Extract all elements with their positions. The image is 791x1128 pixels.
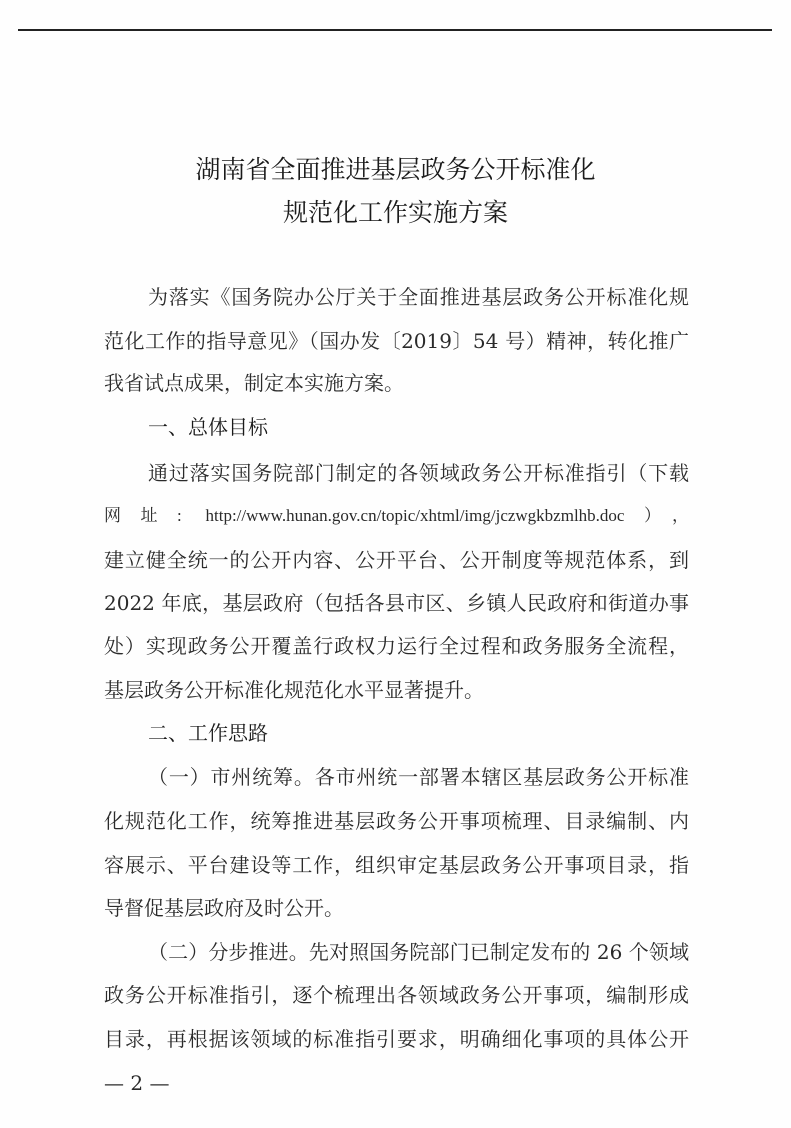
text-line: 范化工作的指导意见》（国办发〔2019〕54 号）精神，转化推广 xyxy=(104,329,689,353)
text-line: 目录，再根据该领域的标准指引要求，明确细化事项的具体公开 xyxy=(104,1027,689,1051)
page-number: — 2 — xyxy=(104,1071,170,1095)
text-line: 2022 年底，基层政府（包括各县市区、乡镇人民政府和街道办事 xyxy=(104,591,689,615)
document-title-line-2: 规范化工作实施方案 xyxy=(282,198,508,227)
text-line: 建立健全统一的公开内容、公开平台、公开制度等规范体系，到 xyxy=(104,548,689,572)
text-line: 我省试点成果，制定本实施方案。 xyxy=(104,371,404,395)
text-line: 为落实《国务院办公厅关于全面推进基层政务公开标准化规 xyxy=(148,285,689,309)
text-line: 通过落实国务院部门制定的各领域政务公开标准指引（下载 xyxy=(148,461,689,485)
text-line: （一）市州统筹。各市州统一部署本辖区基层政务公开标准 xyxy=(148,765,689,789)
text-line: 导督促基层政府及时公开。 xyxy=(104,896,344,920)
text-line: 基层政务公开标准化规范化水平显著提升。 xyxy=(104,678,484,702)
document-title-line-1: 湖南省全面推进基层政务公开标准化 xyxy=(195,155,596,184)
section-heading: 一、总体目标 xyxy=(148,415,268,439)
section-heading: 二、工作思路 xyxy=(148,721,268,745)
text-line: 处）实现政务公开覆盖行政权力运行全过程和政务服务全流程， xyxy=(104,634,689,658)
text-line: 政务公开标准指引，逐个梳理出各领域政务公开事项，编制形成 xyxy=(104,983,689,1007)
text-line: 网址: http://www.hunan.gov.cn/topic/xhtml/img/jczwgkbzmlhb.doc）， xyxy=(104,506,689,525)
text-line: （二）分步推进。先对照国务院部门已制定发布的 26 个领域 xyxy=(148,940,689,964)
header-rule xyxy=(18,29,772,31)
text-line: 化规范化工作，统筹推进基层政务公开事项梳理、目录编制、内 xyxy=(104,809,689,833)
text-line: 容展示、平台建设等工作，组织审定基层政务公开事项目录，指 xyxy=(104,853,689,877)
